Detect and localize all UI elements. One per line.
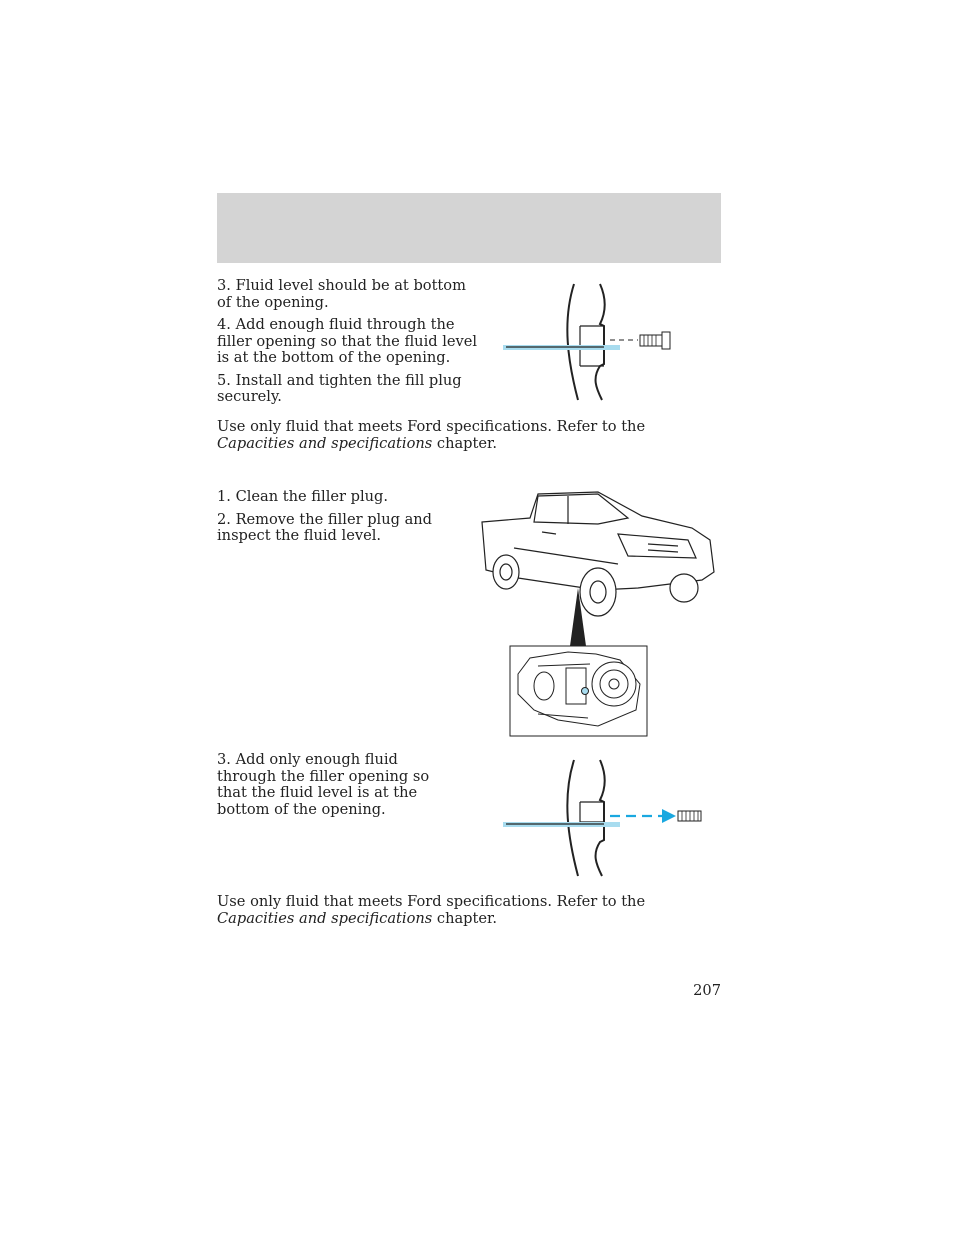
steps-block-3	[217, 752, 457, 824]
note-end: chapter.	[432, 434, 498, 452]
add-fluid-diagram	[500, 758, 710, 880]
steps-block-2	[217, 489, 447, 551]
note-text: Use only fluid that meets Ford specifications. Refer to the	[217, 418, 646, 435]
step-text: 3. Add only enough fluid through the filler opening so that the fluid level is at the bottom of the opening.	[217, 751, 430, 818]
steps-block-1	[217, 278, 479, 412]
fill-plug-icon	[678, 811, 701, 821]
page-number: 207	[693, 982, 721, 999]
filler-plug-marker	[582, 688, 589, 695]
note-end: chapter.	[432, 909, 498, 927]
section-header-band	[217, 193, 721, 263]
fluid-spec-note	[217, 894, 721, 927]
step-text: 3. Fluid level should be at bottom of the opening.	[217, 277, 466, 311]
chapter-reference: Capacities and specifications	[217, 909, 433, 927]
truck-transfer-case-diagram	[478, 488, 720, 740]
fluid-spec-note	[217, 419, 721, 452]
step-text: 5. Install and tighten the fill plug securely.	[217, 371, 462, 405]
chapter-reference: Capacities and specifications	[217, 434, 433, 452]
step-text: 4. Add enough fluid through the filler opening so that the fluid level is at the bottom of the opening.	[217, 316, 478, 366]
arrow-head-icon	[662, 809, 676, 823]
note-text: Use only fluid that meets Ford specifications. Refer to the	[217, 893, 646, 910]
pickup-truck-icon	[482, 492, 714, 616]
fill-plug-diagram	[500, 282, 680, 404]
fill-plug-icon	[640, 332, 670, 349]
step-text: 1. Clean the filler plug.	[217, 488, 389, 505]
step-text: 2. Remove the filler plug and inspect the fluid level.	[217, 510, 433, 544]
